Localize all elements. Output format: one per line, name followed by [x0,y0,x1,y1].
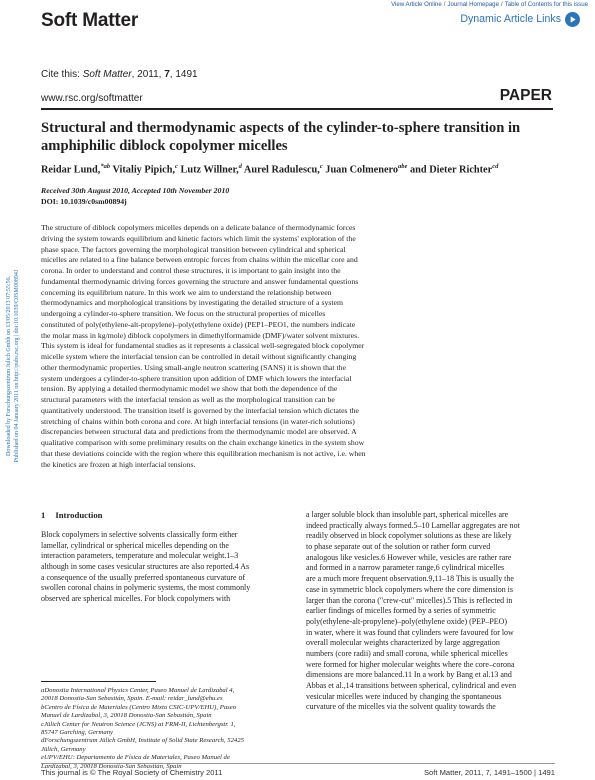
author-affiliation-marker: d [238,163,242,170]
abstract-line: concerning its equilibrium nature. In this work we aim to understand the relationship between [41,287,332,297]
view-article-online-link[interactable]: View Article Online [391,1,442,8]
abstract-line: constituted of poly(ethylene-alt-propylene)–poly(ethylene oxide) (PEP1–PEO1, the numbers indicate [41,319,356,329]
body-text-line: observed are spherical micelles. For block copolymers with [41,594,231,604]
body-text-line: curvature of the micelles via the solvent quality towards the [306,702,496,712]
abstract-line: thermodynamics and morphological transitions by investigating the detailed structure of a system [41,298,343,308]
body-text-line: Block copolymers in selective solvents classically form either [41,530,238,539]
abstract-line: discrepancies between structural data and predictions from the thermodynamic model are observed. A [41,427,357,437]
abstract-line: that these deviations coincide with the region where this equilibration mechanism is not active, i.e. when [41,448,366,458]
author-name: Lutz Willner, [180,164,239,176]
author-affiliation-marker: c [175,163,178,170]
affiliation-line: eUPV/EHU: Departamento de Física de Materiales, Paseo Manuel de [41,754,230,762]
abstract-line: other thermodynamic properties. Using small-angle neutron scattering (SANS) it is shown that the [41,362,346,372]
author-name: Aurel Radulescu, [243,164,320,176]
author-affiliation-marker: c [319,163,323,170]
affiliation-line: 20018 Donostia-San Sebastián, Spain. E-mail: reidar_lund@ehu.es [41,695,223,703]
intro-right-column [306,510,558,713]
affiliations [41,687,293,771]
abstract [41,223,555,470]
affiliation-line: bCentro de Física de Materiales (Centro Mixto CSIC-UPV/EHU), Paseo [41,703,237,711]
body-text-line: Abbas et al.,14 transitions between spherical, cylindrical and even [306,681,517,690]
body-text-line: in water, where it was found that cylinders were favoured for low [306,627,514,637]
body-text-line: swollen coronal chains in polymeric systems, the most commonly [41,583,251,593]
author-affiliation-marker: abe [398,163,408,170]
body-text-line: a larger soluble block than insoluble part, spherical micelles are [306,510,509,519]
section-title: Introduction [55,510,103,520]
affiliation-line: aDonostia International Physics Center, Paseo Manuel de Lardizabal 4, [41,687,235,694]
abstract-line: fundamental thermodynamic driving forces governing the structure and answer fundamental questions [41,276,359,286]
abstract-line: the molar mass in kg/mole) diblock copolymers in dimethylformamide (DMF)/water solvent mixtures. [41,330,360,340]
link-separator: / [500,1,503,8]
paper-type-label: PAPER [499,87,552,104]
dynamic-article-links-label[interactable]: Dynamic Article Links [460,13,561,25]
author-list [41,163,556,175]
body-text-line: overall molecular weights characterized by large aggregation [306,638,500,648]
journal-url[interactable]: www.rsc.org/softmatter [41,93,143,104]
footer-copyright: This journal is © The Royal Society of Chemistry 2011 [41,768,223,777]
abstract-line: stretching of chains within both corona and core. At high interfacial tensions (in water-rich solutions) [41,416,355,426]
author-name: Juan Colmenero [325,164,399,176]
body-text-line: and formed in a narrow parameter range,6 cylindrical micelles [306,563,505,573]
play-circle-icon[interactable] [565,12,580,27]
article-title: Structural and thermodynamic aspects of the cylinder-to-sphere transition in amphiphilic diblock copolymer micelles [41,120,521,154]
abstract-line: structural parameters with the interfacial tension as well as the morphological transition can be [41,395,335,404]
download-note-line: Downloaded by Forschungszentrum Julich Gmbh on 13/05/2013 07:55:56. [6,276,12,456]
publication-note-line: Published on 04 January 2011 on http://pubs.rsc.org | doi:10.1039/C0SM00894J [14,269,20,463]
body-text-line: poly(ethylene-alt-propylene)–poly(ethylene oxide) (PEP–PEO) [306,616,508,626]
body-text-line: interaction parameters, temperature and molecular weight.1–3 [41,551,239,561]
abstract-line: phase space. The factors governing the morphological transition between cylindrical and spherical [41,244,346,254]
body-text-line: analogous like vesicles.6 However while, vesicles are rather rare [306,552,512,562]
cite-pages: , 1491 [169,69,198,80]
body-text-line: although in some cases vesicular structures are also reported.4 As [41,562,250,572]
received-dates: Received 30th August 2010, Accepted 10th November 2010 [41,186,230,195]
affiliation-line: Lardizabal, 3, 20018 Donostia-San Sebastián, Spain [41,762,182,770]
abstract-line: corona. In order to understand and control these structures, it is important to gain insight into the [41,266,341,275]
abstract-line: micelle system where the interfacial tension can be controlled in detail without significantly changing [41,352,357,361]
download-side-note [3,196,23,536]
cite-year: , 2011, [131,69,165,80]
body-text-line: lamellar, cylindrical or spherical micelles depending on the [41,540,229,550]
doi: DOI: 10.1039/c0sm00894j [41,197,127,206]
abstract-line: tension. By applying a detailed thermodynamic model we show that both the dependence of the [41,384,338,394]
body-text-line: to phase separate out of the solution or rather form curved [306,542,491,552]
table-of-contents-link[interactable]: Table of Contents for this issue [504,1,588,8]
abstract-line: undergoing a cylinder-to-sphere transition. We focus on the structural properties of micelles [41,309,326,318]
body-text-line: indeed practically always formed.5–10 Lamellar aggregates are not [306,520,520,530]
body-text-line: case in symmetric block copolymers where the core dimension is [306,584,513,594]
cite-volume: 7 [164,69,170,80]
author-name: Reidar Lund, [41,164,101,176]
affiliation-line: cJülich Center for Neutron Science (JCNS) at FRM-II, Lichtenbergstr. 1, [41,720,236,728]
body-text-line: dimensions are more balanced.11 In a work by Bang et al.13 and [306,670,512,680]
body-text-line: vesicular micelles were induced by changing the spontaneous [306,691,502,701]
body-text-line: are a much more frequent observation.9,11–18 This is usually the [306,574,514,584]
abstract-line: system undergoes a cylinder-to-sphere transition upon addition of DMF which lowers the interfacial [41,373,352,383]
abstract-line: The structure of diblock copolymers micelles depends on a delicate balance of thermodynamic forces [41,223,356,232]
abstract-line: the kinetics are frozen at high interfacial tensions. [41,459,196,469]
body-text-line: were formed for higher molecular weights where the core–corona [306,659,515,669]
affiliation-line: Manuel de Lardizabal, 3, 20018 Donostia-San Sebastián, Spain [41,712,212,720]
cite-journal: Soft Matter [82,69,132,80]
abstract-line: driving the system towards equilibrium and kinetic factors which limit the systems' exploration of the [41,233,356,243]
section-heading [41,510,103,520]
intro-left-column [41,530,291,605]
author-affiliation-marker: *ab [100,163,111,170]
footer-rule [41,763,555,764]
dynamic-article-links[interactable] [400,10,580,28]
affiliation-line: dForschungszentrum Jülich GmbH, Institute of Solid State Research, 52425 [41,737,244,745]
header-rule [41,108,553,110]
body-text-line: a consequence of the usually preferred spontaneous curvature of [41,572,246,582]
journal-title: Soft Matter [41,10,139,31]
top-links [320,1,588,8]
body-text-line: numbers (core radii) and small corona, while spherical micelles [306,648,508,658]
body-text-line: larger than the corona ("crew-cut" micelles).5 This is reflected in [306,595,513,605]
author-affiliation-marker: cd [492,163,499,170]
affiliation-line: 85747 Garching, Germany [41,728,114,736]
cite-prefix: Cite this: [41,69,83,80]
author-name: Vitaliy Pipich, [112,164,176,176]
citation-line [41,69,198,80]
link-separator: / [443,1,446,8]
affiliation-line: Jülich, Germany [41,745,86,753]
affiliation-rule [41,681,156,682]
footer-citation: Soft Matter, 2011, 7, 1491–1500 | 1491 [423,768,555,777]
author-name: and Dieter Richter [410,164,493,176]
body-text-line: earlier findings of micelles formed by a series of symmetric [306,606,496,616]
abstract-line: quantitatively understood. The transition itself is governed by the interfacial tension which dictates the [41,405,359,415]
journal-homepage-link[interactable]: Journal Homepage [447,1,499,8]
section-number: 1 [41,510,46,520]
body-text-line: readily observed in block copolymer solutions as these are likely [306,531,512,541]
abstract-line: micelles are related to a fine balance between entropic forces from chains within the micellar core and [41,255,358,265]
abstract-line: qualitative comparison with some preliminary results on the chain exchange kinetics in the system show [41,438,365,447]
abstract-line: This system is ideal for fundamental studies as it represents a classical well-segregated block copolymer [41,341,365,351]
